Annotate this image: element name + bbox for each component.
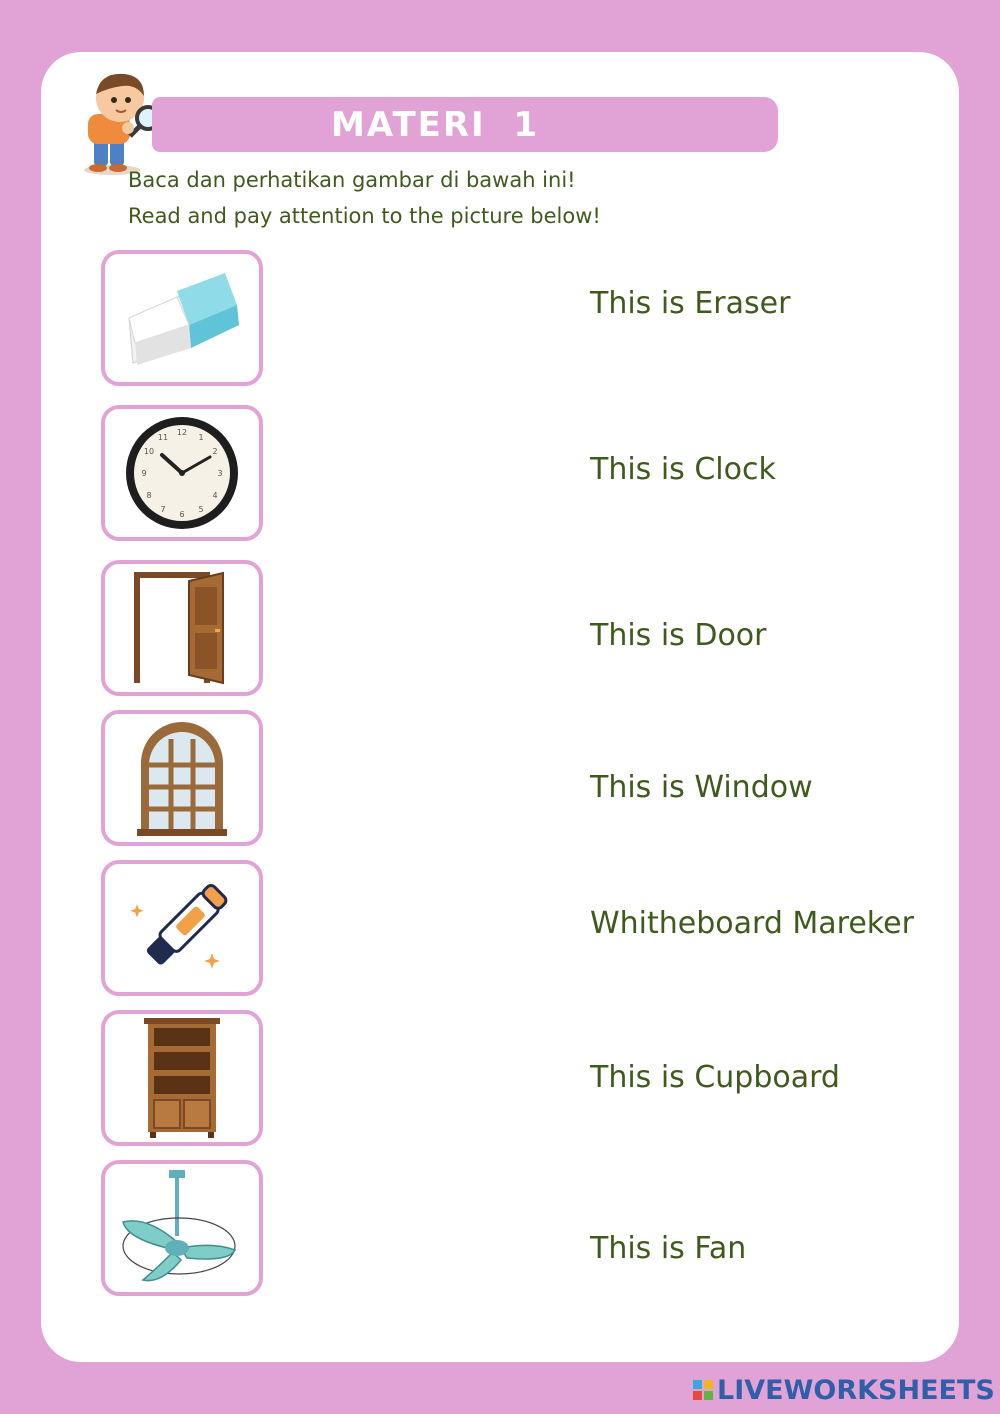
item-label-eraser: This is Eraser: [590, 286, 791, 321]
item-label-fan: This is Fan: [590, 1231, 747, 1266]
page-title: MATERI 1: [330, 104, 540, 145]
item-box-marker: [101, 860, 263, 996]
brand-name: LIVEWORKSHEETS: [717, 1374, 995, 1406]
svg-text:12: 12: [176, 428, 188, 437]
svg-text:11: 11: [157, 433, 169, 442]
liveworksheets-logo: [693, 1374, 995, 1406]
ceiling-fan-icon: [117, 1168, 247, 1288]
item-box-window: [101, 710, 263, 846]
instruction-indonesian: Baca dan perhatikan gambar di bawah ini!: [128, 168, 576, 192]
svg-text:8: 8: [146, 491, 152, 500]
item-label-door: This is Door: [590, 618, 767, 653]
item-label-marker: Whitheboard Mareker: [590, 906, 914, 941]
window-icon: [137, 719, 227, 837]
item-box-door: [101, 560, 263, 696]
item-box-fan: [101, 1160, 263, 1296]
item-box-clock: [101, 405, 263, 541]
svg-text:9: 9: [141, 469, 147, 478]
svg-text:4: 4: [212, 491, 218, 500]
item-label-window: This is Window: [590, 770, 813, 805]
svg-text:3: 3: [217, 469, 223, 478]
eraser-icon: [117, 263, 247, 373]
item-box-cupboard: [101, 1010, 263, 1146]
instruction-english: Read and pay attention to the picture below!: [128, 204, 601, 228]
svg-text:2: 2: [212, 447, 218, 456]
item-label-cupboard: This is Cupboard: [590, 1060, 840, 1095]
brand-mark-icon: [693, 1380, 713, 1400]
marker-icon: [122, 873, 242, 983]
clock-icon: [122, 413, 242, 533]
svg-text:1: 1: [198, 433, 204, 442]
svg-text:5: 5: [198, 505, 204, 514]
cupboard-icon: [142, 1016, 222, 1140]
door-icon: [127, 571, 237, 686]
title-banner: [152, 97, 778, 152]
item-box-eraser: [101, 250, 263, 386]
item-label-clock: This is Clock: [590, 452, 776, 487]
svg-text:10: 10: [143, 447, 155, 456]
svg-text:7: 7: [160, 505, 166, 514]
svg-text:6: 6: [179, 510, 185, 519]
